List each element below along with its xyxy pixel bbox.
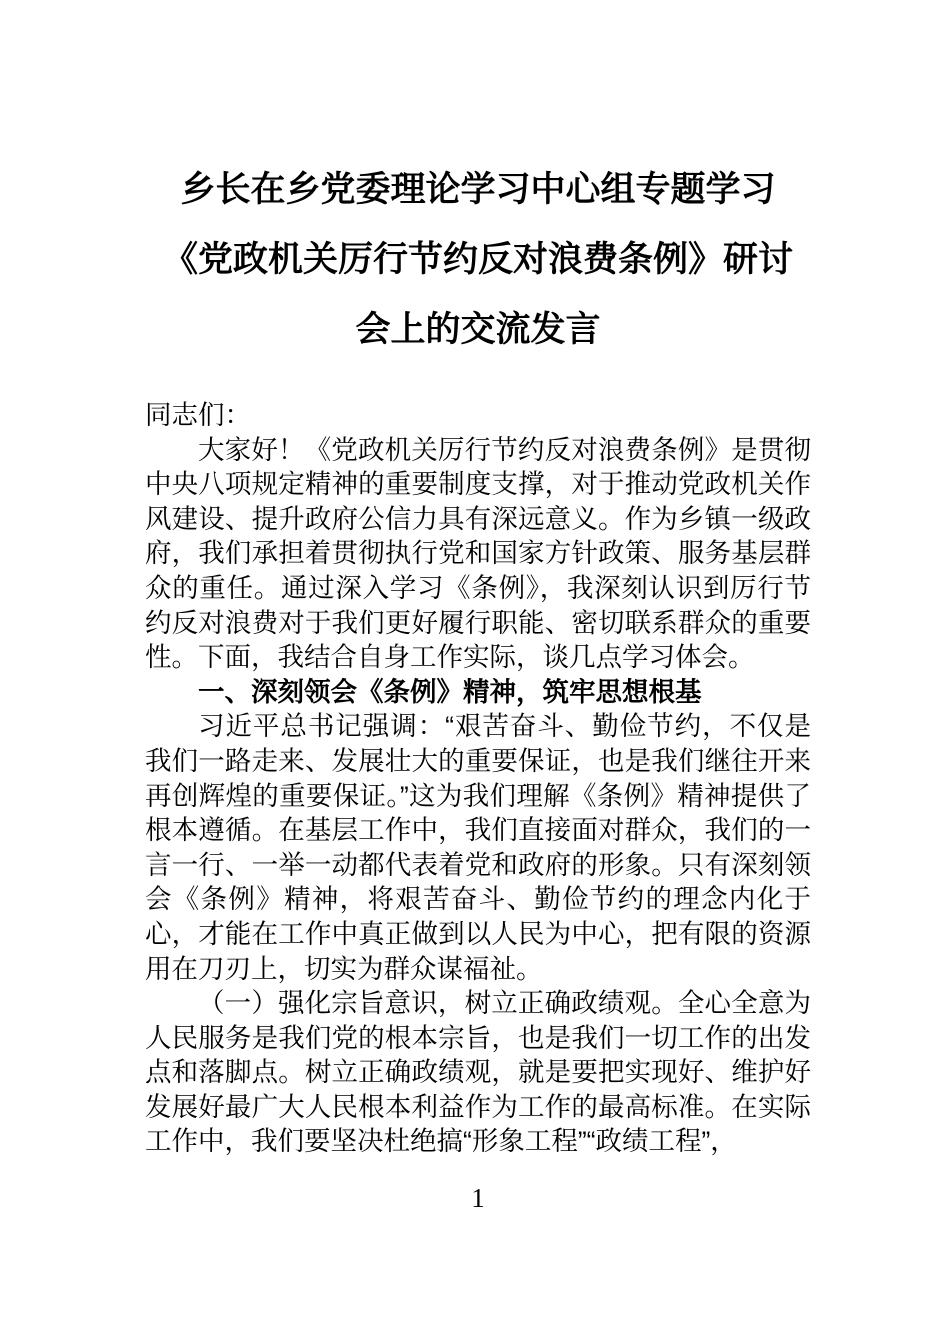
- document-title: [145, 155, 811, 365]
- document-body: [145, 398, 811, 1159]
- section-heading: 一、深刻领会《条例》精神，筑牢思想根基: [198, 676, 702, 707]
- page-number: 1: [471, 1183, 485, 1213]
- paragraph-list: [145, 433, 811, 1159]
- document-title-line: 乡长在乡党委理论学习中心组专题学习: [180, 170, 776, 209]
- document-title-line: 《党政机关厉行节约反对浪费条例》研讨: [162, 240, 793, 279]
- salutation: 同志们：: [145, 400, 251, 430]
- document-title-line: 会上的交流发言: [355, 310, 601, 349]
- paragraph: （一）强化宗旨意识，树立正确政绩观。全心全意为人民服务是我们党的根本宗旨，也是我们一切工作的出发点和落脚点。树立正确政绩观，就是要把实现好、维护好发展好最广大人民根本利益作为工作的最高标准。在实际工作中，我们要坚决杜绝搞“形象工程”“政绩工程”，: [145, 988, 811, 1157]
- paragraph: 习近平总书记强调：“艰苦奋斗、勤俭节约，不仅是我们一路走来、发展壮大的重要保证，也是我们继往开来再创辉煌的重要保证。”这为我们理解《条例》精神提供了根本遵循。在基层工作中，我们直接面对群众，我们的一言一行、一举一动都代表着党和政府的形象。只有深刻领会《条例》精神，将艰苦奋斗、勤俭节约的理念内化于心，才能在工作中真正做到以人民为中心，把有限的资源用在刀刃上，切实为群众谋福祉。: [145, 711, 811, 984]
- paragraph: 大家好！《党政机关厉行节约反对浪费条例》是贯彻中央八项规定精神的重要制度支撑，对于推动党政机关作风建设、提升政府公信力具有深远意义。作为乡镇一级政府，我们承担着贯彻执行党和国家方针政策、服务基层群众的重任。通过深入学习《条例》，我深刻认识到厉行节约反对浪费对于我们更好履行职能、密切联系群众的重要性。下面，我结合自身工作实际，谈几点学习体会。: [145, 434, 811, 673]
